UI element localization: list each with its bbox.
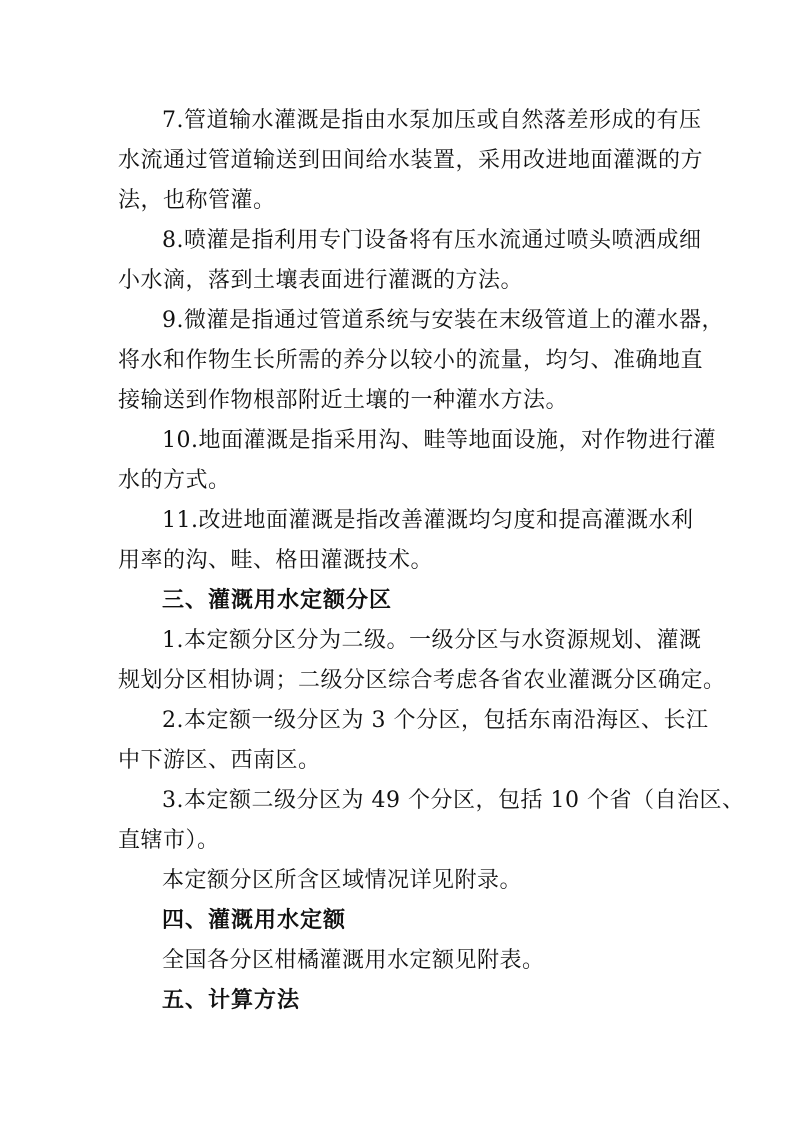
item-7-line-2: 水流通过管道输送到田间给水装置，采用改进地面灌溉的方 [118,148,704,173]
section-4-p1-line-1: 全国各分区柑橘灌溉用水定额见附表。 [162,948,545,973]
item-8-line-2: 小水滴，落到土壤表面进行灌溉的方法。 [118,268,524,293]
section-3-p2-line-2: 中下游区、西南区。 [118,748,321,773]
section-3-heading: 三、灌溉用水定额分区 [162,588,393,613]
item-7-line-1: 7.管道输水灌溉是指由水泵加压或自然落差形成的有压 [162,108,702,133]
section-3-p3-line-2: 直辖市）。 [118,828,220,853]
section-3-p3-line-1: 3.本定额二级分区为 49 个分区，包括 10 个省（自治区、 [162,788,745,813]
section-3-p1-line-1: 1.本定额分区分为二级。一级分区与水资源规划、灌溉 [162,628,702,653]
item-8-line-1: 8.喷灌是指利用专门设备将有压水流通过喷头喷洒成细 [162,228,702,253]
section-4-heading: 四、灌溉用水定额 [162,908,347,933]
item-9-line-1: 9.微灌是指通过管道系统与安装在末级管道上的灌水器， [162,308,724,333]
item-10-line-2: 水的方式。 [118,468,231,493]
section-3-p4-line-1: 本定额分区所含区域情况详见附录。 [162,868,523,893]
item-7-line-3: 法，也称管灌。 [118,188,276,213]
section-3-p2-line-1: 2.本定额一级分区为 3 个分区，包括东南沿海区、长江 [162,708,709,733]
item-11-line-2: 用率的沟、畦、格田灌溉技术。 [118,548,434,573]
item-9-line-3: 接输送到作物根部附近土壤的一种灌水方法。 [118,388,569,413]
item-9-line-2: 将水和作物生长所需的养分以较小的流量，均匀、准确地直 [118,348,704,373]
section-5-heading: 五、计算方法 [162,988,301,1013]
item-11-line-1: 11.改进地面灌溉是指改善灌溉均匀度和提高灌溉水利 [162,508,694,533]
item-10-line-1: 10.地面灌溉是指采用沟、畦等地面设施，对作物进行灌 [162,428,716,453]
section-3-p1-line-2: 规划分区相协调；二级分区综合考虑各省农业灌溉分区确定。 [118,668,726,693]
